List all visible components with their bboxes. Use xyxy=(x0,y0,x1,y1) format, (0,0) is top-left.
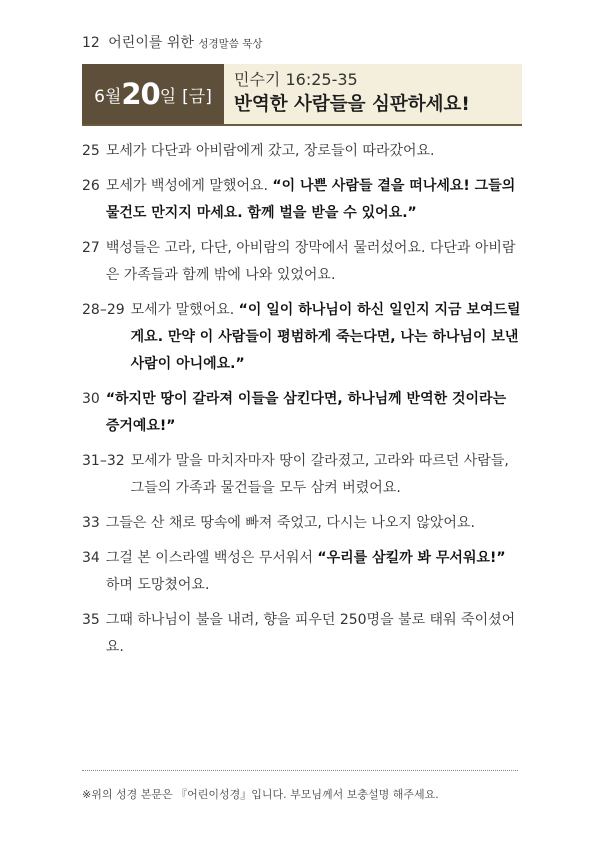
footnote-divider xyxy=(82,770,518,771)
verse-text xyxy=(131,448,522,502)
verse-narration: 그걸 본 이스라엘 백성은 무서워서 xyxy=(105,550,318,566)
verse-quote: “우리를 삼킬까 봐 무서워요!” xyxy=(317,550,506,566)
verse-text xyxy=(106,138,522,165)
devotion-title-box xyxy=(82,64,522,126)
verse-tail: 하며 도망쳤어요. xyxy=(105,577,210,593)
verse-item xyxy=(82,607,522,661)
scripture-reference: 민수기 16:25-35 xyxy=(234,70,358,89)
verse-number: 30 xyxy=(82,391,100,407)
verse-number: 35 xyxy=(82,612,100,628)
verse-narration: 모세가 다단과 아비람에게 갔고, 장로들이 따라갔어요. xyxy=(105,143,435,159)
date-badge xyxy=(82,64,224,124)
verse-text xyxy=(106,510,522,537)
verse-number: 26 xyxy=(82,178,100,194)
verse-item xyxy=(82,386,522,440)
verse-number: 34 xyxy=(82,550,100,566)
verse-item xyxy=(82,173,522,227)
verse-number: 28–29 xyxy=(82,302,125,318)
verse-item xyxy=(82,448,522,502)
verse-quote: “이 일이 하나님이 하신 일인지 지금 보여드릴게요. 만약 이 사람들이 평범하게 죽는다면, 나는 하나님이 보낸 사람이 아니에요.” xyxy=(130,302,521,372)
date-day-suffix: 일 xyxy=(159,86,177,107)
page-header xyxy=(82,32,263,52)
verse-item xyxy=(82,510,522,537)
verse-number: 25 xyxy=(82,143,100,159)
verse-narration: 모세가 말했어요. xyxy=(130,302,239,318)
verse-number: 27 xyxy=(82,240,100,256)
verse-quote: “이 나쁜 사람들 곁을 떠나세요! 그들의 물건도 만지지 마세요. 함께 벌을 받을 수 있어요.” xyxy=(105,178,516,221)
verse-number: 31–32 xyxy=(82,453,125,469)
date-day: 20 xyxy=(121,77,160,111)
verse-list xyxy=(82,138,522,669)
verse-narration: 그때 하나님이 불을 내려, 향을 피우던 250명을 불로 태워 죽이셨어요. xyxy=(105,612,516,655)
verse-text xyxy=(106,607,522,661)
book-title-part1: 어린이를 위한 xyxy=(108,35,194,51)
book-title-part2: 성경말씀 묵상 xyxy=(198,38,263,50)
verse-narration: 백성들은 고라, 다단, 아비람의 장막에서 물러섰어요. 다단과 아비람은 가족들과 함께 밖에 나와 있었어요. xyxy=(105,240,516,283)
verse-item xyxy=(82,235,522,289)
footnote: ※위의 성경 본문은 『어린이성경』입니다. 부모님께서 보충설명 해주세요. xyxy=(82,788,439,801)
page-number: 12 xyxy=(82,35,100,51)
date-weekday: [금] xyxy=(182,86,212,107)
verse-quote: “하지만 땅이 갈라져 이들을 삼킨다면, 하나님께 반역한 것이라는 증거예요!” xyxy=(105,391,507,434)
verse-item xyxy=(82,138,522,165)
title-text xyxy=(234,69,470,119)
verse-text xyxy=(106,545,522,599)
date-month: 6월 xyxy=(94,86,122,107)
verse-number: 33 xyxy=(82,515,100,531)
verse-item xyxy=(82,297,522,378)
verse-narration: 모세가 말을 마치자마자 땅이 갈라졌고, 고라와 따르던 사람들, 그들의 가족과 물건들을 모두 삼켜 버렸어요. xyxy=(130,453,509,496)
verse-text xyxy=(131,297,522,378)
devotion-title: 반역한 사람들을 심판하세요! xyxy=(234,94,470,115)
verse-narration: 그들은 산 채로 땅속에 빠져 죽었고, 다시는 나오지 않았어요. xyxy=(105,515,475,531)
verse-item xyxy=(82,545,522,599)
verse-text xyxy=(106,173,522,227)
verse-text xyxy=(106,235,522,289)
verse-text xyxy=(106,386,522,440)
verse-narration: 모세가 백성에게 말했어요. xyxy=(105,178,273,194)
